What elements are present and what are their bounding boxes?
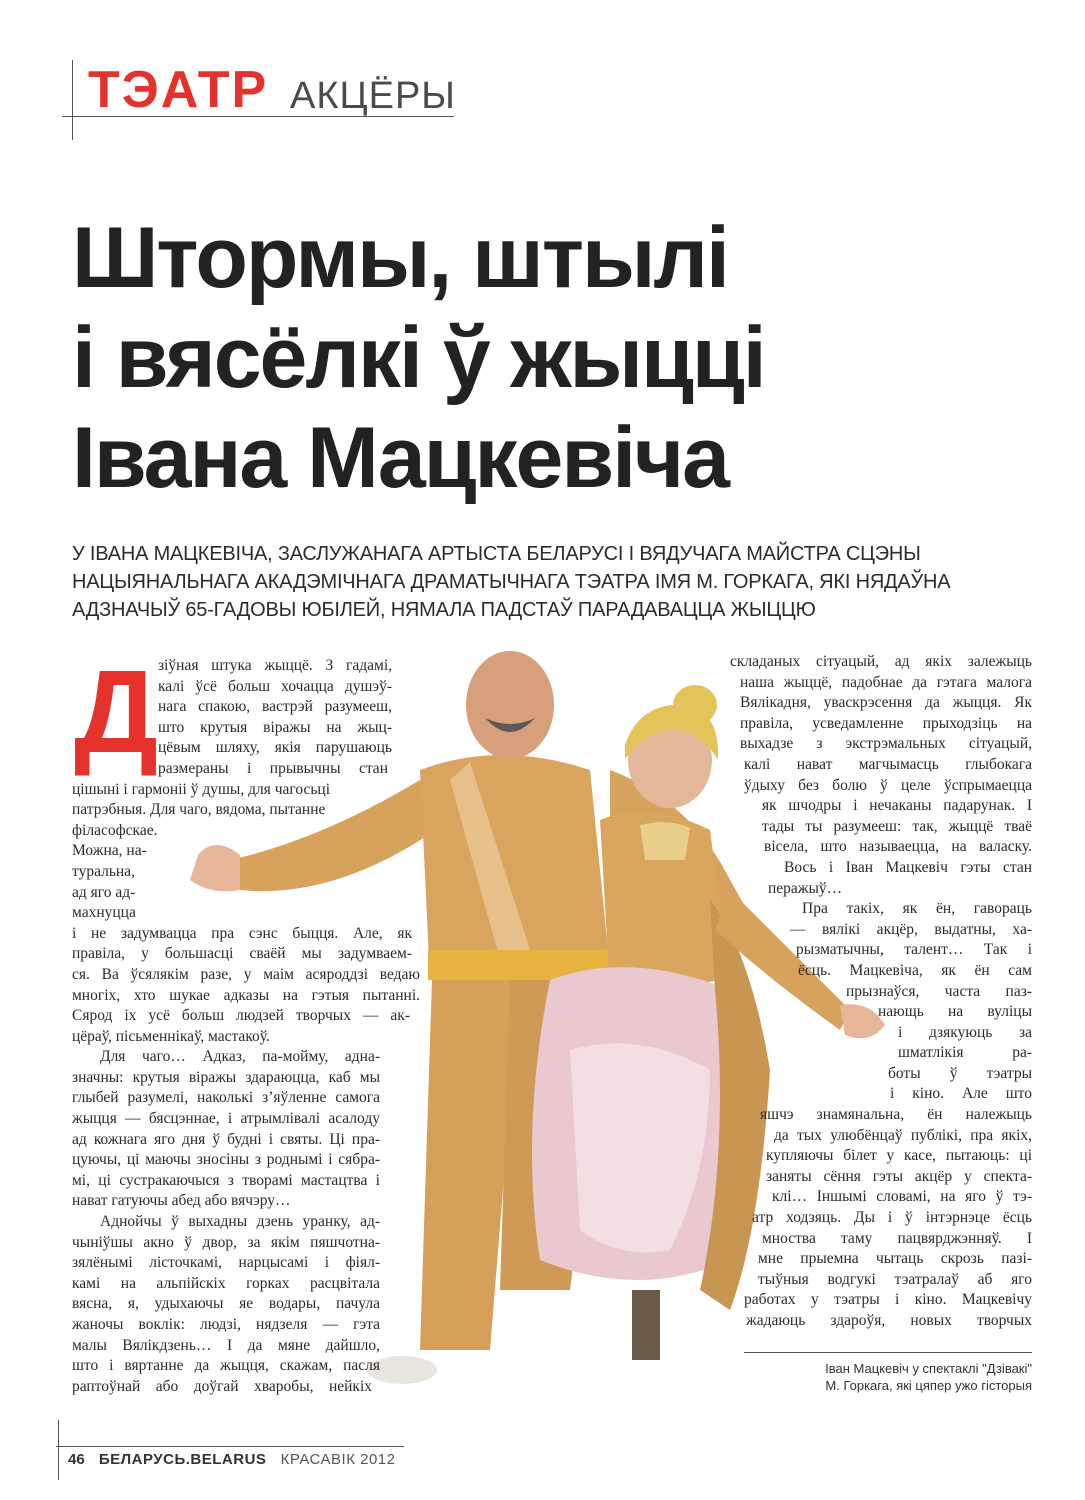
text-line: Пра такіх, як ён, гавораць [802,900,1032,918]
text-line: зіўная штука жыццё. З гадамі, [158,657,392,674]
text-line: многіх, хто шукае адказы на гэтыя пытанні. [72,986,420,1004]
text-line: ад яго ад- [72,883,136,901]
text-line: цёвым шляху, якія парушаюць [158,739,392,757]
rubric-subtitle: АКЦЁРЫ [290,75,456,117]
text-line: цішыні і гармоніі ў душы, для чагосьці [72,780,331,798]
caption-line: Іван Мацкевіч у спектаклі "Дзівакі" [825,1361,1032,1376]
lead-line: У ІВАНА МАЦКЕВІЧА, ЗАСЛУЖАНАГА АРТЫСТА БЕЛАРУСІ І ВЯДУЧАГА МАЙСТРА СЦЭНЫ [72,543,921,565]
text-line: малы Вялікдзень… І да мяне дайшло, [72,1336,380,1354]
text-line: Аднойчы ў выхадны дзень уранку, ад- [100,1213,380,1231]
text-line: мне прыемна чытаць скрозь пазі- [758,1250,1032,1268]
text-line: і дзякуюць за [898,1023,1032,1041]
text-line: філасофскае. [72,821,158,839]
text-line: нага спакою, вастрэй разумееш, [158,698,392,716]
text-line: правіла, усведамленне прыходзіць на [740,714,1032,732]
headline-line: і вясёлкі ў жыцці [72,310,765,406]
text-line: Для чаго… Адказ, па-мойму, адна- [100,1048,380,1066]
text-line: патрэбныя. Для чаго, вядома, пытанне [72,801,326,819]
text-line: туральна, [72,862,135,880]
text-line: рызматычны, талент… Так і [796,941,1032,959]
text-line: да тых улюбёнцаў публікі, пра якіх, [774,1126,1032,1144]
text-line: што крутыя віражы на жыц- [158,718,392,736]
issue-date: КРАСАВІК 2012 [280,1451,396,1468]
headline-line: Штормы, штылі [72,210,728,306]
text-line: складаных сітуацый, ад якіх залежыць [730,653,1032,670]
text-line: нават гатуючы абед або вячэру… [72,1192,291,1210]
text-line: боты ў тэатры [888,1064,1032,1082]
text-line: жадаюць здароўя, новых творчых [746,1312,1032,1329]
text-line: цуючы, ці маючы зносіны з роднымі і сябра- [72,1151,380,1169]
text-line: правіла, у большасці сваёй мы задумваем- [72,945,412,963]
text-line: тыўныя водгукі тэатралаў аб яго [758,1270,1032,1288]
text-line: Можна, на- [72,842,147,860]
text-line: камі на альпійскіх горках расцвітала [72,1274,380,1292]
left-column [72,646,420,1397]
right-column [722,652,1032,1332]
lead-line: НАЦЫЯНАЛЬНАГА АКАДЭМІЧНАГА ДРАМАТЫЧНАГА ТЭАТРА ІМЯ М. ГОРКАГА, ЯКІ НЯДАЎНА [72,571,951,593]
text-line: Вось і Іван Мацкевіч гэты стан [784,858,1032,876]
text-line: значны: крутыя віражы здараюцца, каб мы [72,1068,380,1086]
text-line: махнуцца [72,904,136,922]
text-line: мі, ці сустракаючыся з творамі мастацтва і [72,1171,380,1189]
rubric-title: ТЭАТР [88,61,269,119]
headline-line: Івана Мацкевіча [72,410,728,506]
text-line: работах у тэатры і кіно. Мацкевічу [744,1291,1032,1309]
text-line: што і вяртанне да жыцця, скажам, пасля [72,1357,380,1375]
footer-vertical-rule [58,1420,59,1480]
text-line: Сярод іх усё больш людзей творчых — ак- [72,1007,410,1025]
text-line: тады ты разумееш: так, жыццё тваё [762,817,1032,835]
text-line: як шчодры і нечаканы падарунак. І [762,797,1032,815]
text-line: чыніўшы акно ў двор, за якім пяшчотна- [72,1233,380,1251]
text-line: шматлікія ра- [898,1044,1032,1062]
text-line: зялёнымі лісточкамі, нарцысамі і фіял- [72,1254,380,1272]
text-line: выхадзе з экстрэмальных сітуацый, [740,735,1032,753]
text-line: яшчэ знамянальна, ён належыць [760,1106,1032,1124]
caption-rule [744,1352,1032,1353]
footer-rule [56,1446,404,1447]
text-line: вясна, я, удыхаючы яе водары, пачула [72,1295,380,1313]
text-line: Вялікадня, уваскрэсення да жыцця. Як [740,694,1032,712]
text-line: ад кожнага яго дня ў будні і святы. Ці пра- [72,1130,380,1148]
text-line: і кіно. Але што [890,1085,1032,1103]
text-line: цёраў, пісьменнікаў, мастакоў. [72,1027,270,1045]
text-line: мноства таму пацвярджэнняў. І [762,1229,1032,1247]
text-line: перажыў… [768,879,843,897]
article-headline [72,208,972,508]
text-line: нающь на вуліцы [878,1003,1032,1021]
text-line: жаночы воклік: людзі, нядзеля — гэта [72,1316,380,1333]
text-line: заняты сёння гэты акцёр у спекта- [766,1167,1032,1185]
photo-caption [744,1360,1032,1394]
text-line: жыцця — бясцэннае, і атрымлівалі асалоду [72,1110,380,1128]
page-footer [68,1450,395,1470]
magazine-name: БЕЛАРУСЬ.BELARUS [98,1451,267,1468]
rubric-vertical-rule [72,60,73,140]
text-line: наша жыццё, падобнае да гэтага малога [740,673,1032,691]
text-line: ўдыху без болю ў целе ўспрымаецца [744,776,1032,794]
text-line: прызнаўся, часта паз- [846,982,1032,1000]
text-line: ёсць. Мацкевіча, як ён сам [798,961,1032,979]
drop-cap: Д [74,646,159,778]
text-line: атр ходзяць. Ды і ў інтэрнэце ёсць [752,1209,1032,1227]
text-line: размераны і прывычны стан [158,759,388,777]
text-line: калі ўсё больш хочацца душэў- [158,677,392,695]
text-line: і не задумвацца пра сэнс быцця. Але, як [72,924,412,942]
text-line: калі нават магчымасць глыбокага [744,755,1032,773]
text-line: — вялікі акцёр, выдатны, ха- [790,920,1032,938]
page-number: 46 [68,1451,85,1468]
text-line: вісела, што называецца, на валаску. [764,838,1032,856]
text-line: раптоўнай або доўгай хваробы, нейкіх [72,1377,372,1395]
text-line: купляючы білет у касе, пытаюць: ці [766,1147,1032,1165]
article-lead [72,540,1032,624]
text-line: глыбей разумелі, наколькі з’яўленне самога [72,1089,380,1107]
caption-line: М. Горкага, які цяпер ужо гісторыя [825,1378,1032,1393]
lead-line: АДЗНАЧЫЎ 65-ГАДОВЫ ЮБІЛЕЙ, НЯМАЛА ПАДСТАЎ ПАРАДАВАЦЦА ЖЫЦЦЮ [72,599,816,621]
text-line: клі… Іншымі словамі, на яго ў тэ- [772,1188,1032,1206]
text-line: ся. Ва ўсялякім разе, у маім асяроддзі ведаю [72,965,420,983]
